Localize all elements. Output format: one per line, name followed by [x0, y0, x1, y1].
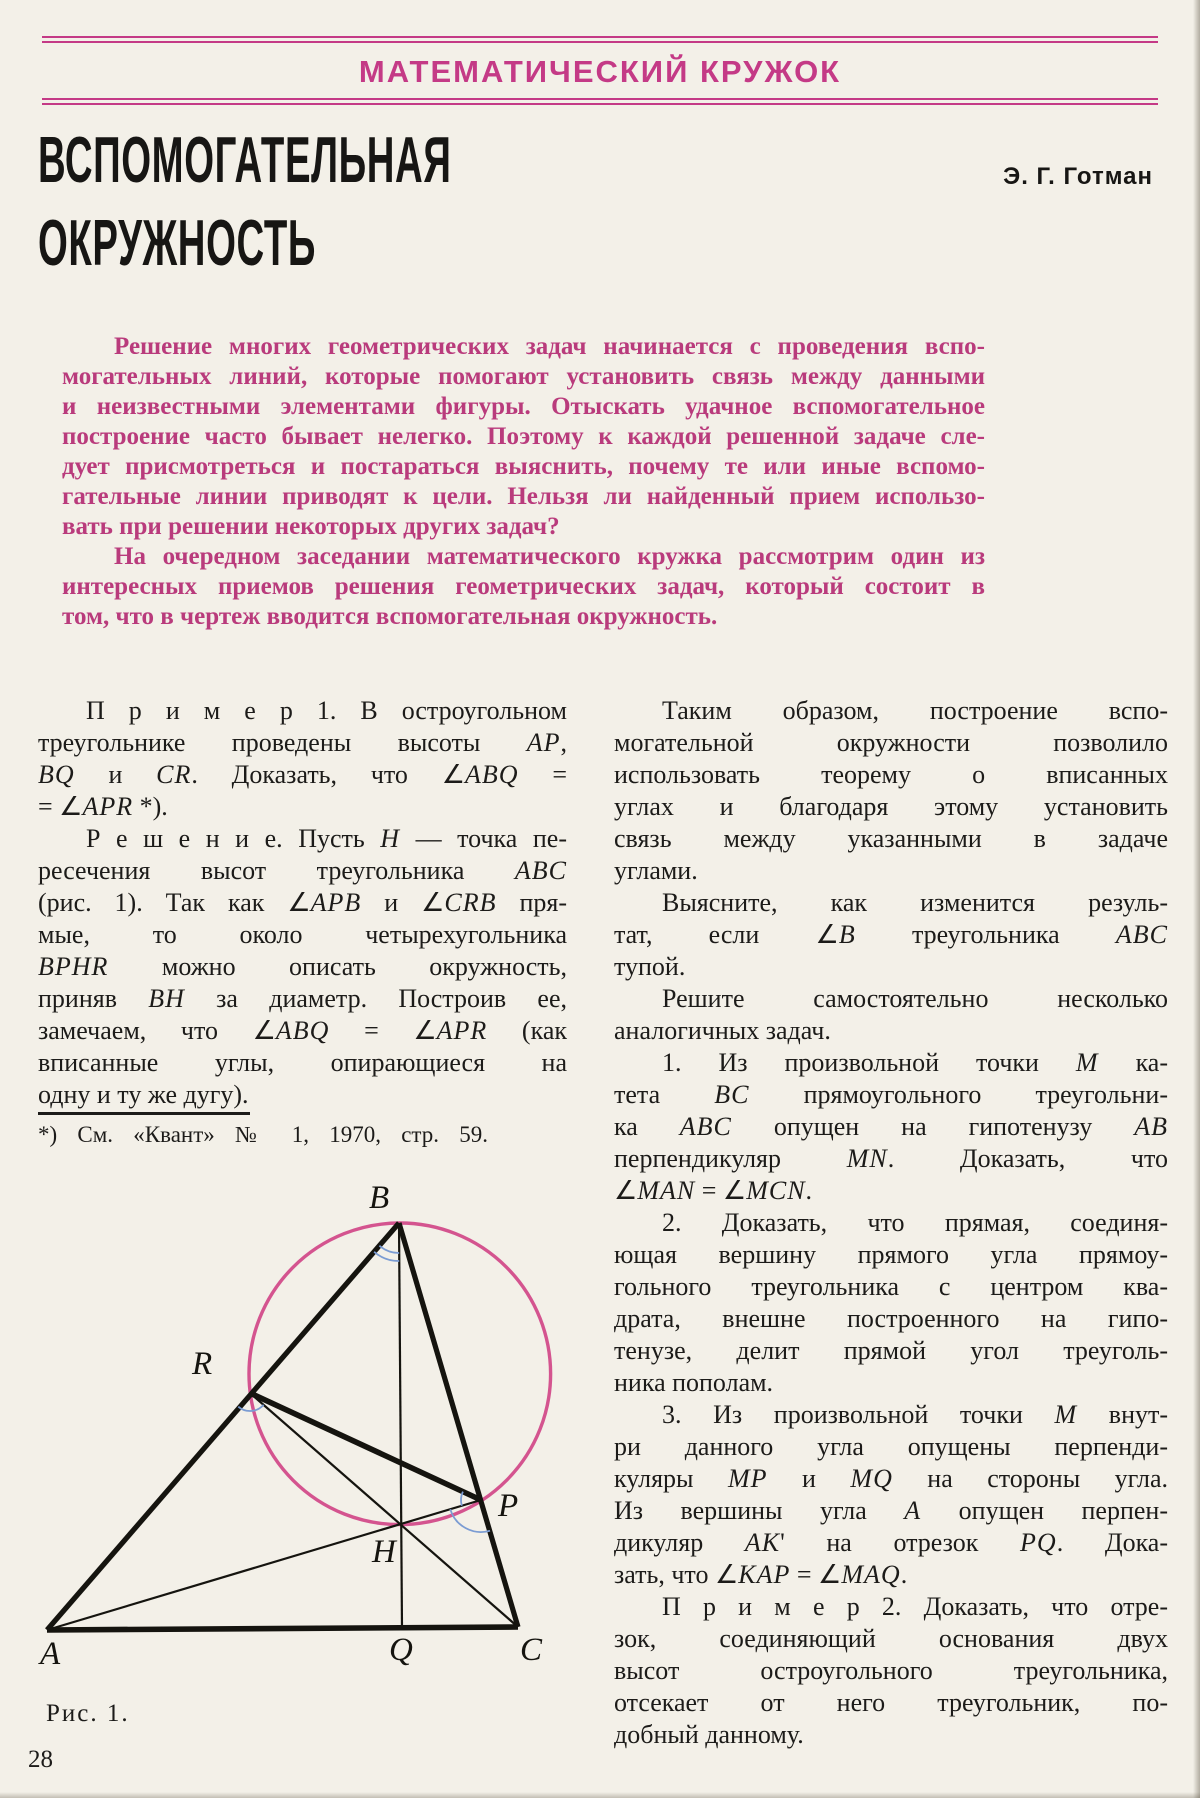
text-line: вать при решении некоторых других задач? [62, 513, 560, 540]
math-variable: MN [846, 1144, 888, 1173]
text-line: аналогичных задач. [614, 1016, 831, 1045]
intro-paragraph [62, 332, 985, 632]
text-line: могательной окружности позволило [614, 728, 1168, 757]
text-line: углами. [614, 856, 698, 885]
side-AB [47, 1223, 399, 1630]
text-line: и неизвестными элементами фигуры. Отыскать удачное вспомогательное [62, 393, 985, 420]
text-line: интересных приемов решения геометрических задач, который состоит в [62, 573, 985, 600]
math-variable: AB [1134, 1112, 1168, 1141]
altitude-CR [250, 1393, 518, 1627]
text-line: треугольнике проведены высоты AP, [38, 728, 567, 757]
text-line: драта, внешне построенного на гипо- [614, 1304, 1168, 1333]
math-variable: MCN [746, 1176, 806, 1205]
math-variable: ABC [679, 1112, 732, 1141]
math-variable: APR [82, 792, 134, 821]
text-line: углах и благодаря этому установить [614, 792, 1168, 821]
math-variable: AK [744, 1528, 781, 1557]
label-B: B [369, 1180, 390, 1216]
label-P: P [498, 1488, 519, 1524]
math-variable: CRB [444, 888, 497, 917]
math-variable: BC [714, 1080, 750, 1109]
math-variable: B [838, 920, 856, 949]
text-line: ресечения высот треугольника ABC [38, 856, 567, 885]
text-line: тупой. [614, 952, 686, 981]
math-variable: AP [526, 728, 561, 757]
text-line: ри данного угла опущены перпенди- [614, 1432, 1168, 1461]
text-line: дует присмотреться и постараться выяснить, почему те или иные вспомо- [62, 453, 985, 480]
math-variable: CR [156, 760, 192, 789]
math-variable: APB [310, 888, 362, 917]
text-line: Р е ш е н и е. Пусть H — точка пе- [86, 824, 567, 853]
text-line: Выясните, как изменится резуль- [662, 888, 1168, 917]
angle-mark-ABQ-inner [379, 1246, 399, 1253]
text-line: мые, то около четырехугольника [38, 920, 567, 949]
text-line: гательные линии приводят к цели. Нельзя ли найденный прием использо- [62, 483, 985, 510]
footnote-rule [38, 1112, 250, 1115]
text-line: гольного треугольника с центром ква- [614, 1272, 1168, 1301]
title-line-2: ОКРУЖНОСТЬ [38, 206, 316, 279]
label-H: H [372, 1534, 396, 1570]
scan-edge-right [1193, 0, 1200, 1798]
text-line: могательных линий, которые помогают установить связь между данными [62, 363, 985, 390]
text-line: зать, что ∠KAP = ∠MAQ. [614, 1560, 908, 1589]
math-variable: MAN [637, 1176, 696, 1205]
math-variable: APR [436, 1016, 488, 1045]
label-A: A [40, 1636, 61, 1672]
chord-RP [250, 1393, 481, 1500]
text-line: использовать теорему о вписанных [614, 760, 1168, 789]
math-variable: A [904, 1496, 922, 1525]
top-double-rule [42, 36, 1158, 43]
math-variable: MP [728, 1464, 768, 1493]
angle-mark-APR [461, 1492, 463, 1506]
math-variable: ABC [514, 856, 567, 885]
text-line: ∠MAN = ∠MCN. [614, 1176, 813, 1205]
scan-edge-bottom [0, 1792, 1200, 1798]
text-line: Решите самостоятельно несколько [662, 984, 1168, 1013]
author-name: Э. Г. Готман [1003, 163, 1153, 190]
article-title [38, 118, 739, 284]
text-line: дикуляр AK' на отрезок PQ. Дока- [614, 1528, 1168, 1557]
math-variable: BH [148, 984, 185, 1013]
label-R: R [192, 1346, 213, 1382]
side-BC [399, 1223, 518, 1627]
text-line: тат, если ∠B треугольника ABC [614, 920, 1168, 949]
text-line: замечаем, что ∠ABQ = ∠APR (как [38, 1016, 567, 1045]
text-line: Таким образом, построение вспо- [662, 696, 1168, 725]
math-variable: KAP [738, 1560, 791, 1589]
text-line: 1. Из произвольной точки M ка- [662, 1048, 1169, 1077]
text-line: перпендикуляр MN. Доказать, что [614, 1144, 1168, 1173]
text-line: ющая вершину прямого угла прямоу- [614, 1240, 1168, 1269]
text-line: приняв BH за диаметр. Построив ее, [38, 984, 567, 1013]
text-line: куляры MP и MQ на стороны угла. [614, 1464, 1168, 1493]
altitude-BQ [399, 1223, 402, 1628]
rubric-bottom-rule [42, 98, 1158, 105]
text-line: высот остроугольного треугольника, [614, 1656, 1168, 1685]
text-line: (рис. 1). Так как ∠APB и ∠CRB пря- [38, 888, 567, 917]
text-line: BQ и CR. Доказать, что ∠ABQ = [38, 760, 568, 789]
text-line: том, что в чертеж вводится вспомогательная окружность. [62, 603, 718, 630]
text-line: связь между указанными в задаче [614, 824, 1168, 853]
math-variable: H [380, 824, 401, 853]
text-line: ка ABC опущен на гипотенузу AB [614, 1112, 1168, 1141]
label-C: C [520, 1632, 543, 1668]
title-line-1: ВСПОМОГАТЕЛЬНАЯ [38, 123, 452, 196]
text-line: 2. Доказать, что прямая, соединя- [662, 1208, 1168, 1237]
text-line: На очередном заседании математического кружка рассмотрим один из [114, 543, 985, 570]
text-line: Из вершины угла A опущен перпен- [614, 1496, 1168, 1525]
text-line: BPHR можно описать окружность, [38, 952, 567, 981]
text-line: добный данному. [614, 1720, 804, 1749]
math-variable: M [1075, 1048, 1099, 1077]
math-variable: ABQ [275, 1016, 330, 1045]
text-line: одну и ту же дугу). [38, 1080, 249, 1109]
text-line: тенузе, делит прямой угол треуголь- [614, 1336, 1168, 1365]
text-line: тета BC прямоугольного треугольни- [614, 1080, 1169, 1109]
side-AC [47, 1627, 518, 1630]
text-line: отсекает от него треугольник, по- [614, 1688, 1168, 1717]
math-variable: MAQ [841, 1560, 901, 1589]
figure-ris-1 [20, 1178, 570, 1678]
rubric-header: МАТЕМАТИЧЕСКИЙ КРУЖОК [358, 54, 842, 89]
math-variable: BPHR [38, 952, 109, 981]
text-line: Решение многих геометрических задач начинается с проведения вспо- [114, 333, 985, 360]
text-line: построение часто бывает нелегко. Поэтому к каждой решенной задаче сле- [62, 423, 985, 450]
math-variable: ABQ [465, 760, 519, 789]
math-variable: MQ [850, 1464, 893, 1493]
math-variable: PQ [1020, 1528, 1057, 1557]
altitude-AP [47, 1500, 481, 1630]
math-variable: BQ [38, 760, 75, 789]
text-line: ника пополам. [614, 1368, 774, 1397]
footnote: *) См. «Квант» № 1, 1970, стр. 59. [38, 1122, 488, 1147]
math-variable: M [1054, 1400, 1078, 1429]
right-column [614, 695, 1168, 1751]
text-line: П р и м е р 2. Доказать, что отре- [662, 1592, 1168, 1621]
text-line: = ∠APR *). [38, 792, 168, 821]
math-variable: ABC [1115, 920, 1168, 949]
label-Q: Q [389, 1632, 413, 1668]
text-line: 3. Из произвольной точки M внут- [662, 1400, 1168, 1429]
text-line: вписанные углы, опирающиеся на [38, 1048, 567, 1077]
left-column [38, 695, 567, 1111]
text-line: П р и м е р 1. В остроугольном [86, 696, 567, 725]
page-number: 28 [28, 1746, 53, 1773]
text-line: зок, соединяющий основания двух [614, 1624, 1168, 1653]
figure-caption: Рис. 1. [46, 1700, 130, 1727]
